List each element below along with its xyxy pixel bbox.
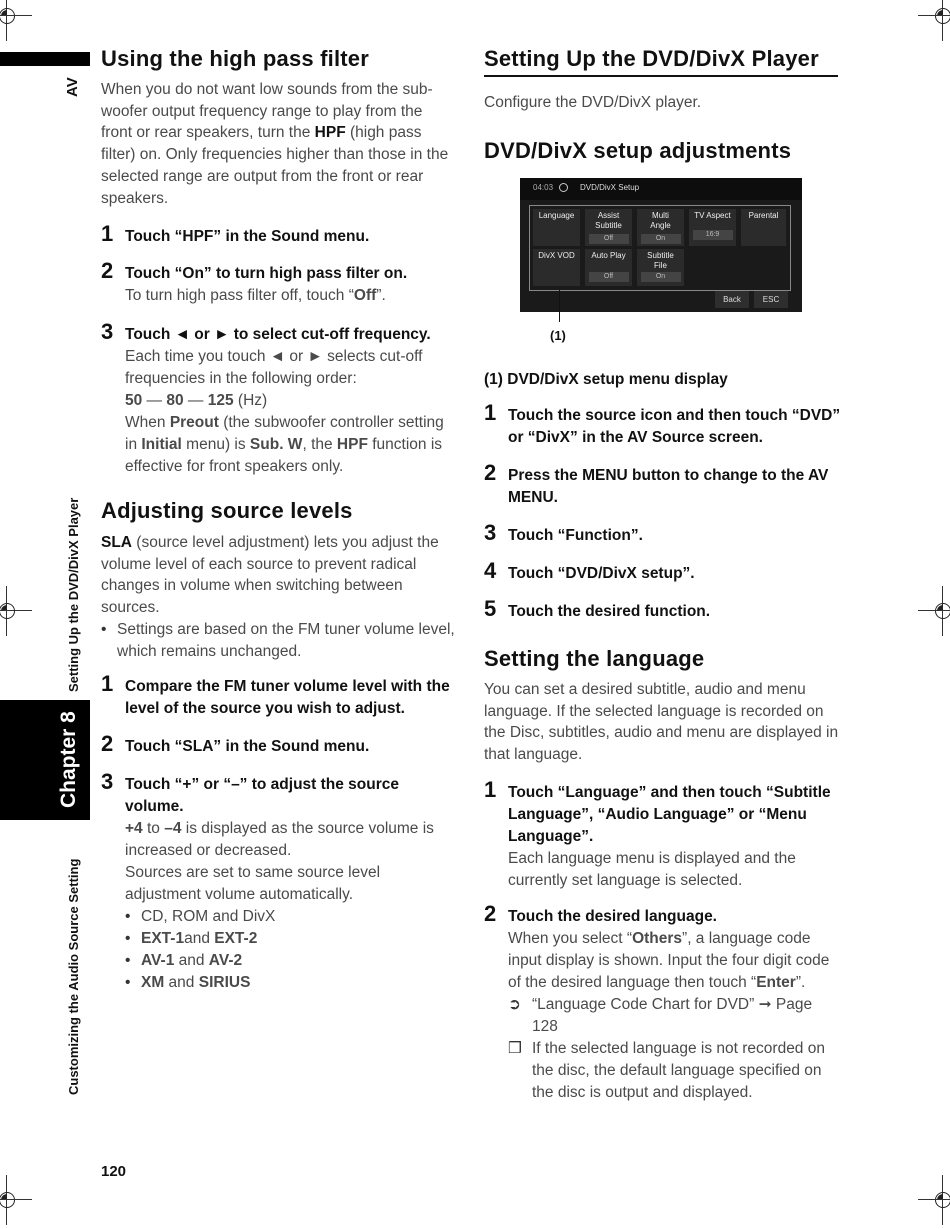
step-number: 5 (484, 596, 497, 621)
reference-icon: ➲ (508, 996, 521, 1013)
note-item: ❒ If the selected language is not recorded on the disc, the default language specified on the disc is output and displayed. (508, 1040, 825, 1101)
step-heading: Compare the FM tuner volume level with the level of the source you wish to adjust. (125, 678, 450, 717)
esc-button[interactable]: ESC (754, 291, 788, 308)
step-number: 1 (101, 221, 114, 246)
title-underline (484, 75, 838, 77)
dvd-step-2 (484, 460, 840, 509)
step-heading: Touch the desired function. (508, 603, 711, 620)
sla-step-1 (101, 671, 457, 720)
page-number: 120 (101, 1163, 127, 1180)
back-button[interactable]: Back (715, 291, 749, 308)
side-label-av: AV (64, 77, 81, 97)
registration-mark-bottom-right (932, 1189, 950, 1211)
parental-button[interactable]: Parental (741, 209, 786, 246)
frequency-order: 50 — 80 — 125 (Hz) (125, 392, 268, 409)
note-icon: ❒ (508, 1040, 522, 1057)
disc-icon (559, 183, 568, 192)
sla-title: Adjusting source levels (101, 498, 353, 523)
clock: 04:03 (533, 183, 554, 192)
dvd-step-3 (484, 520, 840, 547)
step-description: +4 to –4 is displayed as the source volume is increased or decreased. (125, 820, 434, 859)
auto-play-button[interactable]: Auto Play Off (585, 249, 632, 286)
registration-mark-bottom-left (0, 1189, 18, 1211)
divx-vod-button[interactable]: DivX VOD (533, 249, 580, 286)
source-list (125, 906, 457, 994)
language-step-1 (484, 777, 840, 892)
step-number: 3 (101, 769, 114, 794)
source-item: • CD, ROM and DivX (125, 906, 457, 928)
registration-mark-top-right (932, 5, 950, 27)
step-heading: Press the MENU button to change to the AV MENU. (508, 467, 829, 506)
step-heading: Touch “DVD/DivX setup”. (508, 565, 695, 582)
registration-mark-mid-right (932, 600, 950, 622)
language-intro: You can set a desired subtitle, audio and menu language. If the selected language is recorded on the Disc, subtitles, audio and menu are displayed in that language. (484, 681, 839, 764)
dvd-step-4 (484, 558, 840, 585)
dvd-subtitle: DVD/DivX setup adjustments (484, 138, 792, 163)
registration-mark-mid-left (0, 600, 18, 622)
step-heading: Touch “On” to turn high pass filter on. (125, 265, 408, 282)
chapter-label: Chapter 8 (57, 711, 80, 808)
sla-bullet: • Settings are based on the FM tuner volume level, which remains unchanged. (101, 619, 457, 662)
sla-step-2 (101, 731, 457, 758)
language-step-2 (484, 901, 840, 1104)
language-button[interactable]: Language (533, 209, 580, 246)
step-heading: Touch “SLA” in the Sound menu. (125, 738, 370, 755)
dvd-intro: Configure the DVD/DivX player. (484, 94, 702, 111)
step-description: Each language menu is displayed and the currently set language is selected. (508, 850, 796, 889)
step-description: To turn high pass filter off, touch “Off”. (125, 287, 386, 304)
hpf-step-3 (101, 319, 457, 478)
hpf-step-1 (101, 221, 457, 248)
source-item: • AV-1 and AV-2 (125, 950, 457, 972)
step-number: 4 (484, 558, 497, 583)
hpf-step-2 (101, 258, 457, 307)
source-item: • EXT-1and EXT-2 (125, 928, 457, 950)
assist-subtitle-button[interactable]: Assist Subtitle Off (585, 209, 632, 246)
callout-label: (1) (550, 328, 566, 343)
step-heading: Touch “HPF” in the Sound menu. (125, 228, 370, 245)
screen-title: DVD/DivX Setup (580, 183, 640, 192)
step-number: 1 (101, 671, 114, 696)
top-black-bar (0, 52, 90, 66)
step-heading: Touch the source icon and then touch “DVD” or “DivX” in the AV Source screen. (508, 407, 841, 446)
step-number: 1 (484, 777, 497, 802)
dvd-step-5 (484, 596, 840, 623)
language-title: Setting the language (484, 646, 705, 671)
preout-note: When Preout (the subwoofer controller setting in Initial menu) is Sub. W, the HPF function is effective for front speakers only. (125, 414, 444, 475)
multi-angle-button[interactable]: Multi Angle On (637, 209, 684, 246)
step-number: 2 (101, 731, 114, 756)
callout-line (559, 290, 560, 322)
step-number: 1 (484, 400, 497, 425)
step-description: When you select “Others”, a language code input display is shown. Input the four digit code of the desired language then touch “Enter”. (508, 930, 830, 991)
reference-item: ➲ “Language Code Chart for DVD” ➞ Page 128 (508, 996, 813, 1035)
side-label-section-upper: Setting Up the DVD/DivX Player (66, 497, 81, 692)
screen-title-bar (520, 178, 802, 200)
hpf-intro: When you do not want low sounds from the sub-woofer output frequency range to play from the front or rear speakers, turn the HPF (high pass filter) on. Only frequencies higher than those in the selected range are output from the front or rear speakers. (101, 81, 449, 207)
step-number: 2 (101, 258, 114, 283)
step-heading: Touch ◄ or ► to select cut-off frequency. (125, 326, 431, 343)
hpf-title: Using the high pass filter (101, 46, 370, 71)
step-number: 3 (484, 520, 497, 545)
registration-mark-top-left (0, 5, 18, 27)
sla-step-3 (101, 769, 457, 994)
dvd-title: Setting Up the DVD/DivX Player (484, 46, 819, 71)
source-item: • XM and SIRIUS (125, 972, 457, 994)
dvd-step-1 (484, 400, 844, 449)
screen-caption: (1) DVD/DivX setup menu display (484, 371, 728, 388)
sla-intro: SLA (source level adjustment) lets you adjust the volume level of each source to prevent radical changes in volume when switching between sources. • Settings are based on the FM tuner volume level, which remains unchanged. (101, 532, 457, 662)
step-number: 2 (484, 901, 497, 926)
step-description: Each time you touch ◄ or ► selects cut-off frequencies in the following order: (125, 348, 423, 387)
tv-aspect-button[interactable]: TV Aspect 16:9 (689, 209, 736, 246)
step-heading: Touch the desired language. (508, 908, 717, 925)
subtitle-file-button[interactable]: Subtitle File On (637, 249, 684, 286)
step-heading: Touch “Function”. (508, 527, 643, 544)
step-heading: Touch “Language” and then touch “Subtitle Language”, “Audio Language” or “Menu Language”. (508, 784, 831, 845)
dvd-setup-screen (520, 178, 802, 312)
step-heading: Touch “+” or “–” to adjust the source volume. (125, 776, 400, 815)
step-number: 2 (484, 460, 497, 485)
step-description-2: Sources are set to same source level adjustment volume automatically. (125, 864, 381, 903)
step-number: 3 (101, 319, 114, 344)
side-label-section-lower: Customizing the Audio Source Setting (66, 858, 81, 1095)
